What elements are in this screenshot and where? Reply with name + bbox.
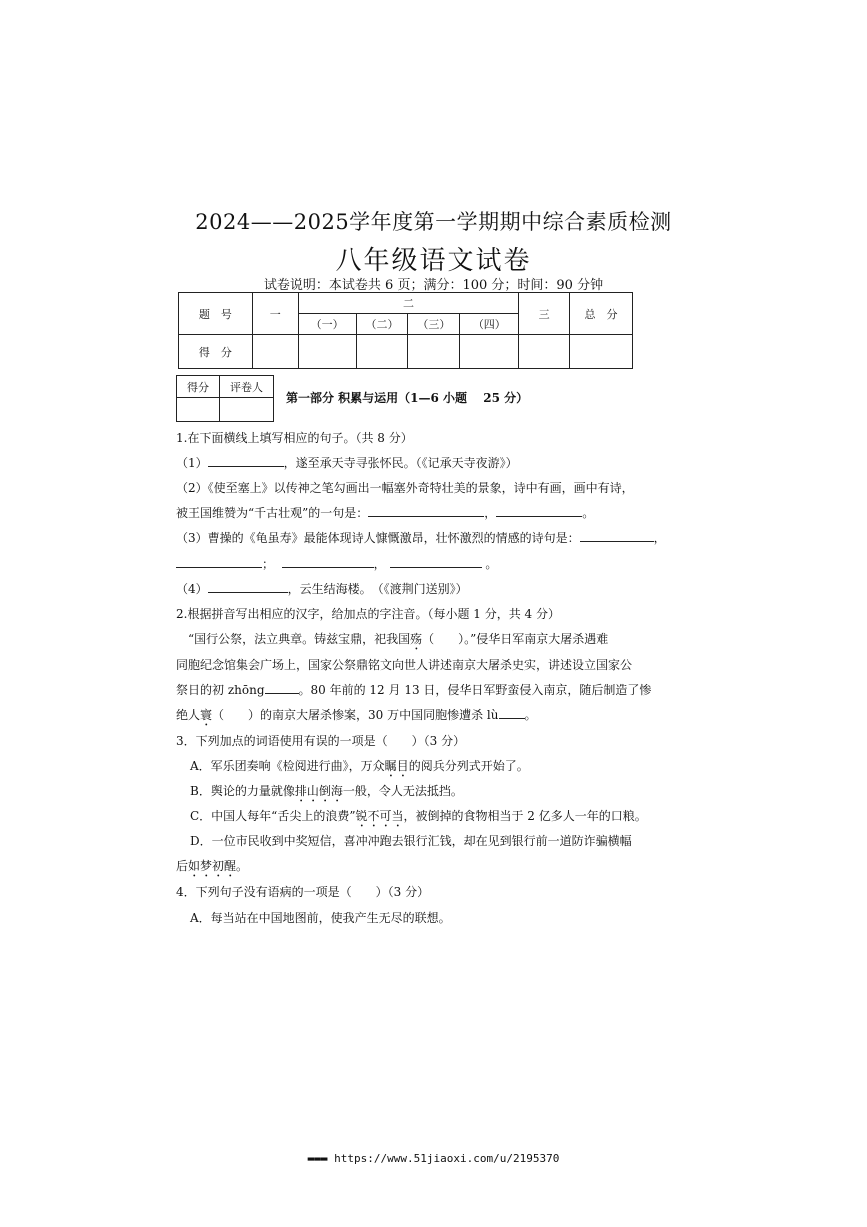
q1-line-4-end: ， — [653, 531, 666, 545]
score-cell[interactable] — [252, 335, 298, 369]
answer-blank[interactable] — [390, 555, 482, 568]
q1-line-1-prefix: （1） — [176, 456, 208, 470]
q4-stem: 4．下列句子没有语病的一项是（ ）（3 分） — [176, 885, 430, 899]
q2-line-3-prefix: 祭日的初 zhōng — [176, 683, 265, 697]
score-cell[interactable] — [460, 335, 519, 369]
q1-line-3-end: 。 — [582, 506, 595, 520]
exam-instructions: 试卷说明：本试卷共 6 页；满分：100 分；时间：90 分钟 — [263, 278, 604, 293]
score-table-row-label: 得 分 — [179, 335, 253, 369]
q1-line-5-sep2: ， — [373, 557, 386, 571]
grader-box-grader-label: 评卷人 — [220, 376, 274, 398]
score-cell[interactable] — [570, 335, 633, 369]
q3-option-c-post: ，被倒掉的食物相当于 2 亿多人一年的口粮。 — [403, 809, 647, 823]
score-cell[interactable] — [356, 335, 408, 369]
answer-blank[interactable] — [496, 504, 582, 517]
q1-line-4-prefix: （3）曹操的《龟虽寿》最能体现诗人慷慨激昂，壮怀激烈的情感的诗句是： — [176, 531, 580, 545]
score-table-header-section-1: 一 — [252, 293, 298, 335]
answer-blank[interactable] — [208, 580, 288, 593]
q1-line-3 — [176, 504, 594, 521]
grader-box — [176, 375, 274, 422]
q1-line-4 — [176, 529, 666, 546]
q3-option-d-pre: 后 — [176, 859, 189, 873]
q1-line-3-mid: ， — [484, 506, 497, 520]
score-table-header-total: 总 分 — [570, 293, 633, 335]
q1-stem: 1.在下面横线上填写相应的句子。（共 8 分） — [176, 431, 413, 445]
part1-title: 第一部分 积累与运用（1—6 小题 25 分） — [286, 391, 529, 405]
q1-line-6-suffix: ，云生结海楼。 （《渡荆门送别》） — [287, 582, 468, 596]
q2-line-4-prefix: 绝人 — [176, 708, 201, 722]
score-table-header-section-3: 三 — [519, 293, 570, 335]
q1-line-2: （2）《使至塞上》以传神之笔勾画出一幅塞外奇特壮美的景象，诗中有画，画中有诗， — [176, 481, 634, 495]
q1-line-5 — [176, 555, 497, 572]
dotted-word: 锐不可当 — [355, 809, 404, 823]
answer-blank[interactable] — [368, 504, 484, 517]
q3-option-b-post: 一般，令人无法抵挡。 — [342, 784, 463, 798]
footer-url-text: https://www.51jiaoxi.com/u/2195370 — [334, 1152, 560, 1165]
q3-option-a-post: 的阅兵分列式开始了。 — [408, 759, 529, 773]
answer-blank[interactable] — [208, 454, 284, 467]
grader-score-cell[interactable] — [177, 398, 220, 422]
q1-line-1 — [176, 454, 518, 471]
answer-blank[interactable] — [282, 555, 374, 568]
q3-stem: 3．下列加点的词语使用有误的一项是（ ）（3 分） — [176, 734, 466, 748]
score-table-sub-1: （一） — [298, 314, 356, 335]
q2-line-1-prefix: “国行公祭，法立典章。铸兹宝鼎，祀我国 — [176, 632, 411, 646]
q4-option-a: A．每当站在中国地图前，使我产生无尽的联想。 — [190, 911, 451, 925]
dotted-char: 殇 — [410, 632, 423, 646]
answer-blank[interactable] — [499, 706, 525, 719]
footer-mark-icon: ▬▬▬ — [307, 1152, 335, 1165]
dotted-word: 如梦初醒 — [188, 859, 237, 873]
q3-option-d-post: 。 — [236, 859, 249, 873]
q3-option-d-line-1: D．一位市民收到中奖短信，喜冲冲跑去银行汇钱，却在见到银行前一道防诈骗横幅 — [190, 834, 632, 848]
score-table-header-tihao: 题 号 — [179, 293, 253, 335]
q2-line-2: 同胞纪念馆集会广场上，国家公祭鼎铭文向世人讲述南京大屠杀史实，讲述设立国家公 — [176, 658, 633, 672]
q1-line-1-suffix: ，遂至承天寺寻张怀民。（《记承天寺夜游》） — [283, 456, 518, 470]
q1-line-6 — [176, 580, 468, 597]
answer-blank[interactable] — [176, 555, 262, 568]
q2-line-4-end: 。 — [524, 708, 537, 722]
grader-box-score-label: 得分 — [177, 376, 220, 398]
q2-line-3-suffix: 。80 年前的 12 月 13 日，侵华日军野蛮侵入南京，随后制造了惨 — [298, 683, 652, 697]
q1-line-5-sep1: ； — [262, 557, 275, 571]
score-table — [178, 292, 633, 369]
q3-option-c-pre: C．中国人每年“舌尖上的浪费” — [190, 809, 356, 823]
grader-name-cell[interactable] — [220, 398, 274, 422]
score-table-header-section-2: 二 — [298, 293, 519, 314]
answer-blank[interactable] — [580, 529, 654, 542]
score-table-sub-2: （二） — [356, 314, 408, 335]
answer-blank[interactable] — [265, 681, 299, 694]
q3-option-a-pre: A．军乐团奏响《检阅进行曲》，万众 — [190, 759, 385, 773]
exam-title: 2024——2025学年度第一学期期中综合素质检测 — [195, 210, 672, 234]
dotted-word: 排山倒海 — [294, 784, 343, 798]
q2-line-4-mid: （ ）的南京大屠杀惨案，30 万中国同胞惨遭杀 lù — [212, 708, 499, 722]
q3-option-b-pre: B．舆论的力量就像 — [190, 784, 295, 798]
dotted-char: 寰 — [200, 708, 213, 722]
q3-option-d-line-2 — [176, 857, 248, 880]
exam-subtitle: 八年级语文试卷 — [335, 246, 532, 276]
q3-option-b — [190, 782, 463, 805]
q3-option-c — [190, 807, 647, 830]
footer-url — [0, 1152, 867, 1165]
q1-line-3-prefix: 被王国维赞为“千古壮观”的一句是： — [176, 506, 369, 520]
score-table-sub-3: （三） — [408, 314, 460, 335]
q1-line-5-end: 。 — [485, 557, 498, 571]
q3-option-a — [190, 757, 529, 780]
score-cell[interactable] — [519, 335, 570, 369]
q2-stem: 2.根据拼音写出相应的汉字，给加点的字注音。（每小题 1 分，共 4 分） — [176, 607, 560, 621]
score-table-sub-4: （四） — [460, 314, 519, 335]
q2-line-1-suffix: （ ）。”侵华日军南京大屠杀遇难 — [422, 632, 609, 646]
q2-line-4 — [176, 706, 537, 729]
score-cell[interactable] — [298, 335, 356, 369]
score-cell[interactable] — [408, 335, 460, 369]
q1-line-6-prefix: （4） — [176, 582, 208, 596]
dotted-word: 瞩目 — [384, 759, 409, 773]
q2-line-1 — [176, 630, 608, 653]
q2-line-3 — [176, 681, 651, 698]
